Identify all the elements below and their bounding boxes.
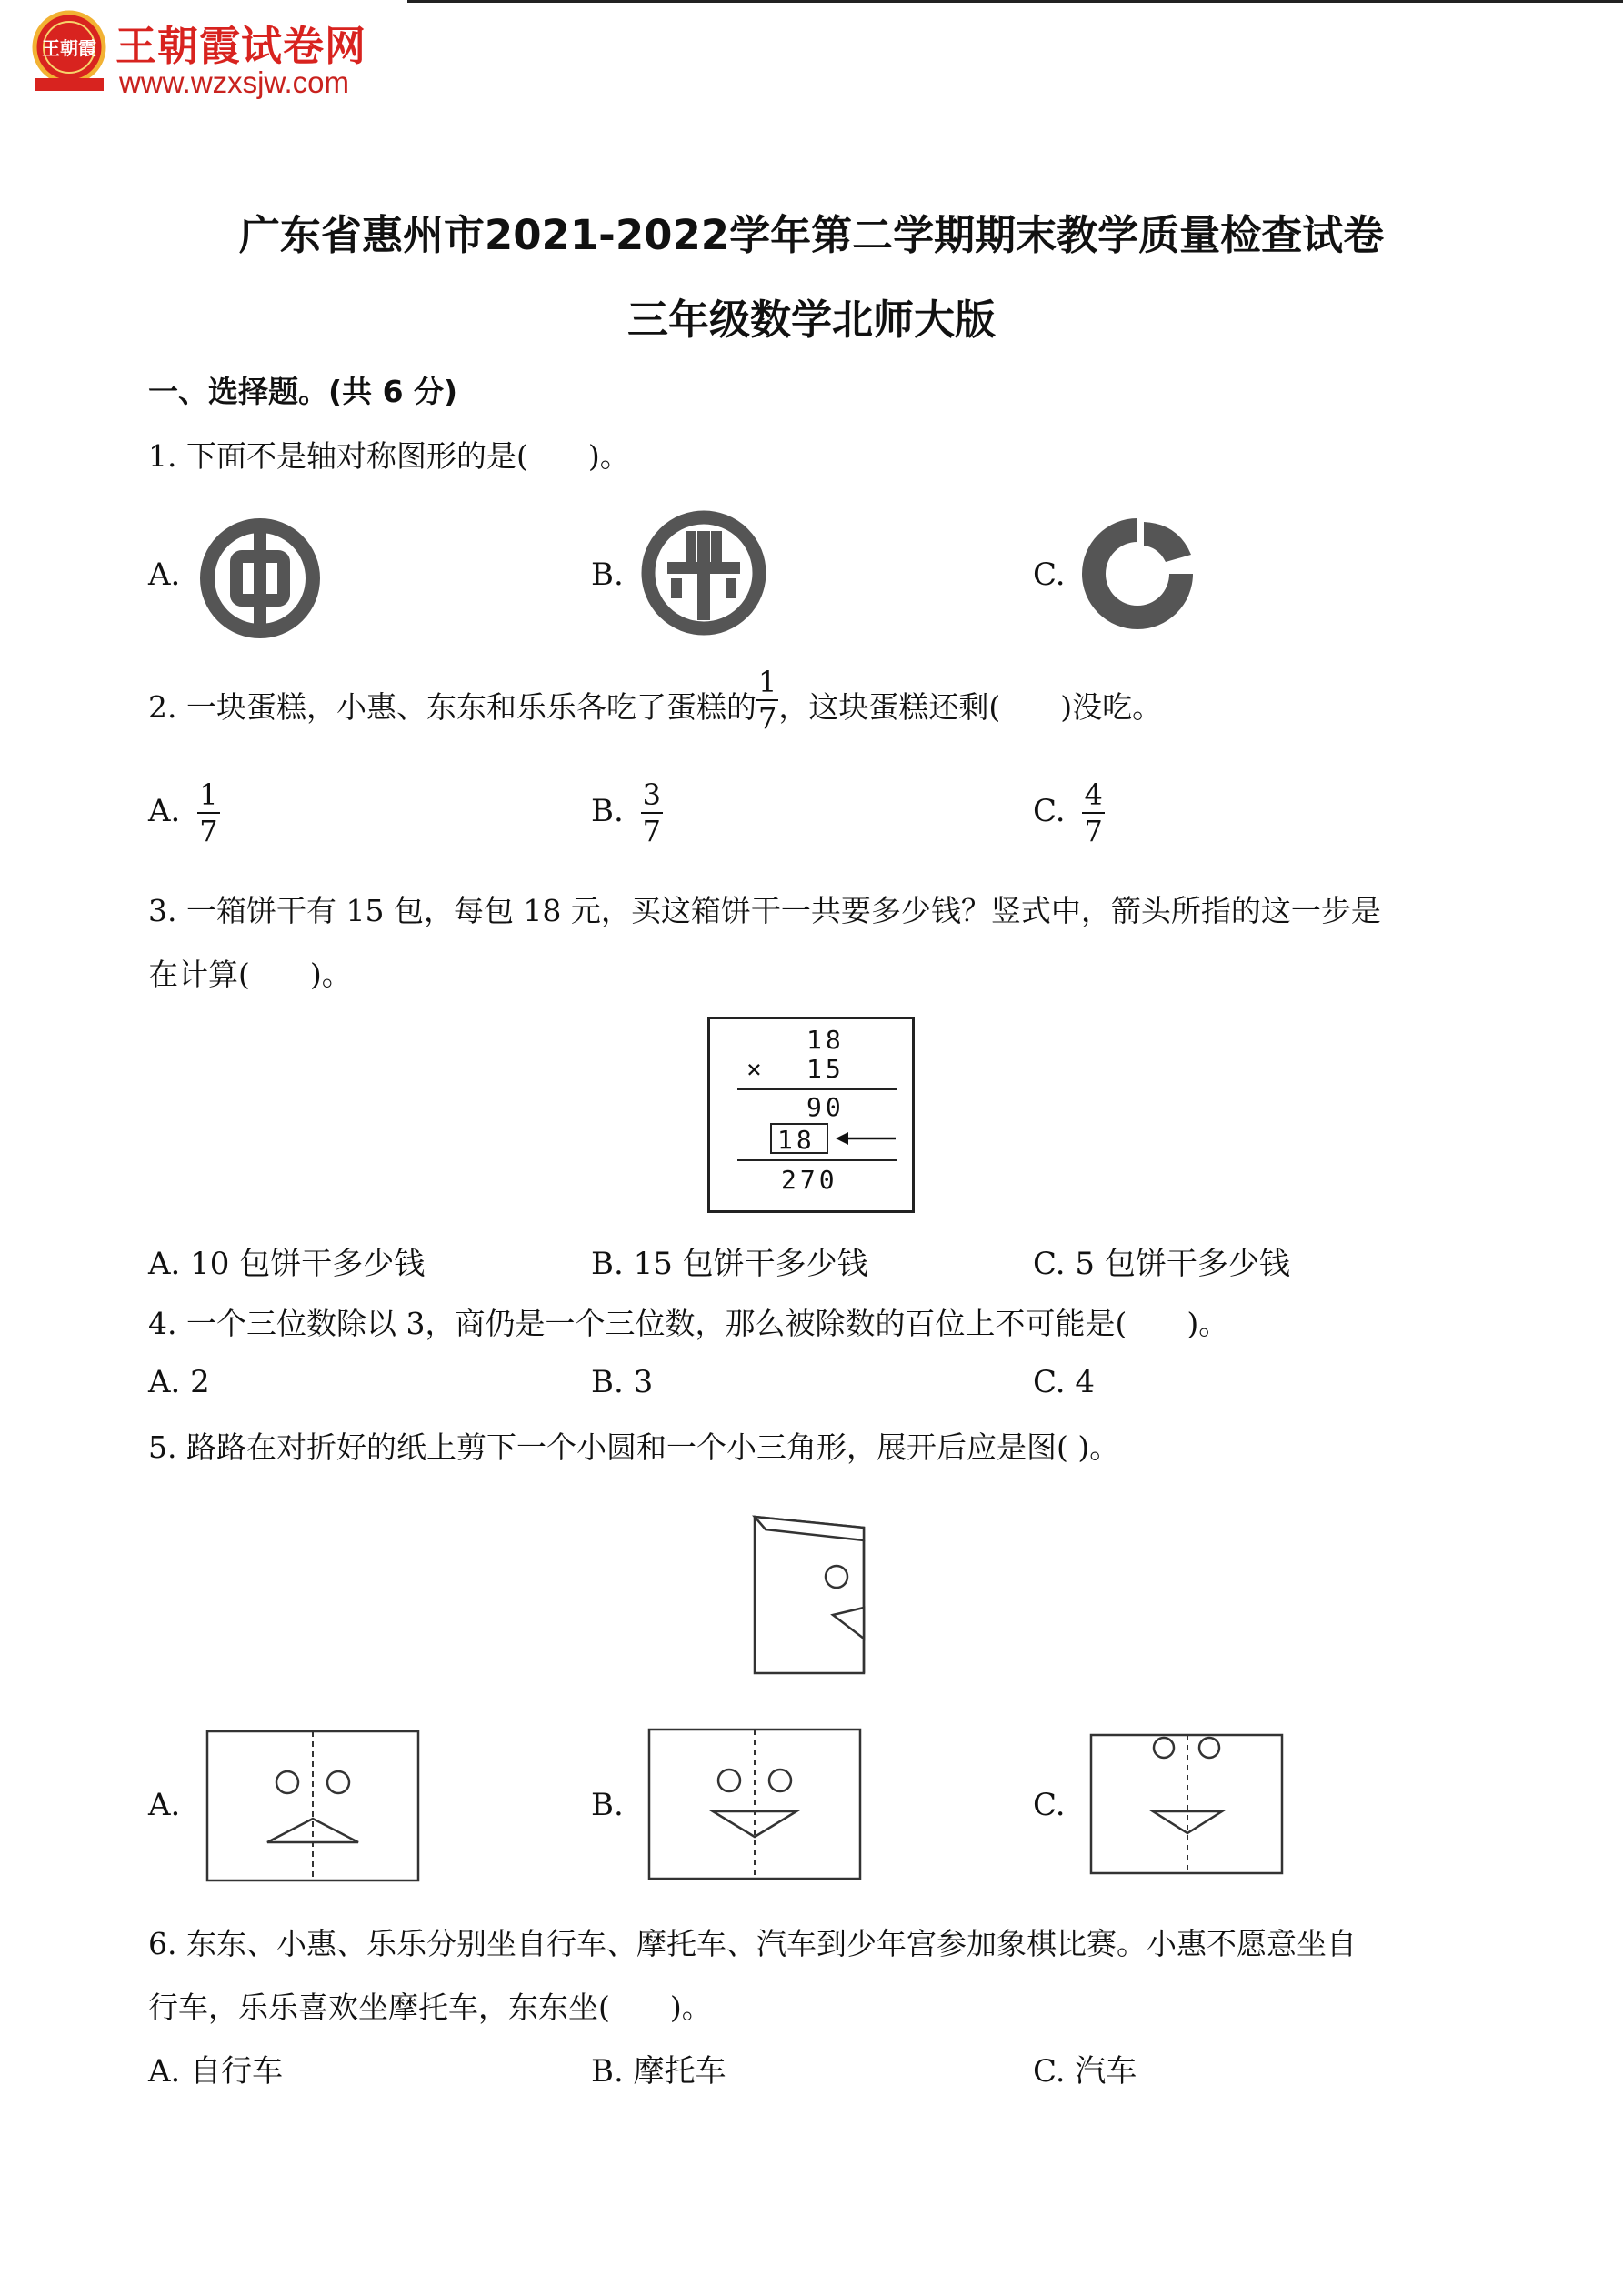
- q2-option-label: A.: [148, 793, 181, 829]
- frac-den: 7: [1084, 814, 1103, 848]
- q5-option-a[interactable]: A.: [148, 1787, 181, 1823]
- construction-bank-logo-icon: [1078, 515, 1197, 633]
- q2-option-b[interactable]: [591, 777, 663, 848]
- site-url[interactable]: www.wzxsjw.com: [119, 65, 350, 99]
- q3-option-a[interactable]: A. 10 包饼干多少钱: [148, 1246, 426, 1282]
- q2-fraction: [756, 665, 778, 736]
- unfold-figure-a: [205, 1730, 422, 1884]
- q2-option-fraction: [641, 777, 663, 848]
- section-heading: 一、选择题。(共 6 分): [148, 374, 458, 409]
- paper-title: 广东省惠州市2021-2022学年第二学期期末教学质量检查试卷: [238, 211, 1385, 259]
- unfold-figure-b: [647, 1728, 864, 1882]
- q3-stem-line2: 在计算( )。: [148, 957, 352, 992]
- frac-num: 4: [1084, 777, 1103, 812]
- q2-option-label: B.: [591, 793, 624, 829]
- vm-product: 270: [781, 1165, 838, 1195]
- q2-option-label: C.: [1033, 793, 1066, 829]
- q6-option-a[interactable]: A. 自行车: [148, 2053, 284, 2090]
- q3-option-b[interactable]: B. 15 包饼干多少钱: [591, 1246, 868, 1282]
- vm-rule-2: [737, 1159, 897, 1161]
- q2-frac-den: 7: [757, 701, 777, 736]
- q4-option-a[interactable]: A. 2: [148, 1364, 210, 1400]
- frac-den: 7: [199, 814, 218, 848]
- vm-times-sign: ×: [746, 1054, 766, 1084]
- q4-stem: 4. 一个三位数除以 3，商仍是一个三位数，那么被除数的百位上不可能是( )。: [148, 1306, 1229, 1341]
- q3-option-c[interactable]: C. 5 包饼干多少钱: [1033, 1246, 1290, 1282]
- vm-multiplier: 15: [806, 1054, 845, 1084]
- q5-stem: 5. 路路在对折好的纸上剪下一个小圆和一个小三角形，展开后应是图( )。: [148, 1429, 1120, 1465]
- paper-subtitle: 三年级数学北师大版: [626, 296, 996, 344]
- q1-option-b[interactable]: B.: [591, 556, 624, 593]
- vm-partial-2: 18: [777, 1125, 816, 1155]
- q2-option-a[interactable]: [148, 777, 220, 848]
- frac-num: 1: [199, 777, 218, 812]
- q2-option-c[interactable]: [1033, 777, 1105, 848]
- q6-option-c[interactable]: C. 汽车: [1033, 2053, 1137, 2090]
- q5-option-b[interactable]: B.: [591, 1787, 624, 1823]
- arrow-left-icon: [834, 1127, 897, 1150]
- q1-stem: 1. 下面不是轴对称图形的是( )。: [148, 438, 630, 474]
- q2-option-fraction: [1082, 777, 1104, 848]
- q6-option-b[interactable]: B. 摩托车: [591, 2053, 726, 2090]
- header-rule: [407, 0, 1623, 3]
- frac-den: 7: [642, 814, 661, 848]
- q4-option-b[interactable]: B. 3: [591, 1364, 654, 1400]
- q5-option-c[interactable]: C.: [1033, 1787, 1066, 1823]
- brand-name: 王朝霞试卷网: [115, 22, 367, 70]
- agricultural-bank-logo-icon: [640, 509, 767, 637]
- q2-stem-before: 2. 一块蛋糕，小惠、东东和乐乐各吃了蛋糕的: [148, 689, 756, 725]
- vm-partial-1: 90: [806, 1092, 845, 1122]
- folded-paper-figure: [746, 1502, 873, 1682]
- bank-of-china-logo-icon: [198, 516, 322, 640]
- q2-stem: [148, 665, 1163, 736]
- svg-text:王朝霞: 王朝霞: [42, 37, 96, 59]
- vm-multiplicand: 18: [806, 1025, 845, 1055]
- q2-option-fraction: [197, 777, 219, 848]
- q2-frac-num: 1: [757, 665, 777, 699]
- q2-stem-after: ，这块蛋糕还剩( )没吃。: [778, 689, 1163, 725]
- q6-stem-line1: 6. 东东、小惠、乐乐分别坐自行车、摩托车、汽车到少年宫参加象棋比赛。小惠不愿意坐自: [148, 1926, 1357, 1961]
- q4-option-c[interactable]: C. 4: [1033, 1364, 1096, 1400]
- vertical-multiplication: [707, 1017, 915, 1213]
- q6-stem-line2: 行车，乐乐喜欢坐摩托车，东东坐( )。: [148, 1990, 712, 2025]
- q3-stem-line1: 3. 一箱饼干有 15 包，每包 18 元，买这箱饼干一共要多少钱？竖式中，箭头所指的这一步是: [148, 893, 1381, 928]
- q1-option-c[interactable]: C.: [1033, 556, 1066, 593]
- frac-num: 3: [642, 777, 661, 812]
- brand-logo: [25, 7, 113, 95]
- q1-option-a[interactable]: A.: [148, 556, 181, 593]
- vm-rule-1: [737, 1088, 897, 1090]
- unfold-figure-c: [1089, 1733, 1286, 1877]
